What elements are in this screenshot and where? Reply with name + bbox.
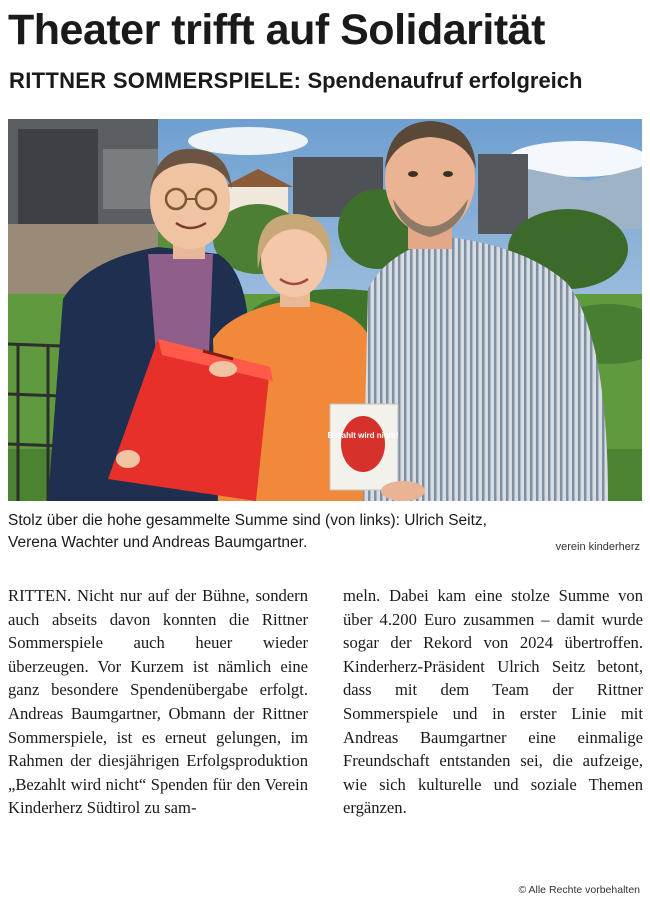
article-body-left: RITTEN. Nicht nur auf der Bühne, sondern auch abseits davon konnten die Rittner Sommerspiele auch heuer wieder überzeugen. Vor Kurzem ist nämlich eine ganz besondere Spendenübergabe erfolgt. Andreas Baumgartner, Obmann der Rittner Sommerspiele, ist es erneut gelungen, im Rahmen der diesjährigen Erfolgsproduktion „Bezahlt wird nicht“ Spenden für den Verein Kinderherz Südtirol zu sam- [8, 586, 308, 818]
copyright-notice: © Alle Rechte vorbehalten [518, 884, 640, 896]
photo-illustration [8, 119, 642, 501]
subheadline [9, 66, 582, 96]
subheadline-text: Spendenaufruf erfolgreich [307, 68, 583, 93]
article-photo [8, 119, 642, 501]
photo-credit: verein kinderherz [555, 541, 640, 553]
book-title: Bezahlt wird nicht! [327, 431, 399, 440]
caption-line-1: Stolz über die hohe gesammelte Summe sind (von links): Ulrich Seitz, [8, 512, 487, 529]
photo-caption [8, 510, 642, 554]
headline: Theater trifft auf Solidarität [8, 6, 545, 54]
caption-line-2: Verena Wachter und Andreas Baumgartner. [8, 534, 308, 551]
kicker: RITTNER SOMMERSPIELE: [9, 68, 302, 93]
book-cover [327, 404, 398, 490]
cloud [188, 127, 308, 155]
article-body-right: meln. Dabei kam eine stolze Summe von über 4.200 Euro zusammen – damit wurde sogar der Rekord von 2024 übertroffen. Kinderherz-Präsident Ulrich Seitz betont, dass mit dem Team der Rittner Sommerspiele und in erster Linie mit Andreas Baumgartner eine einmalige Freundschaft entstanden sei, die aufzeige, wie sich kulturelle und soziale Themen ergänzen. [343, 586, 643, 818]
